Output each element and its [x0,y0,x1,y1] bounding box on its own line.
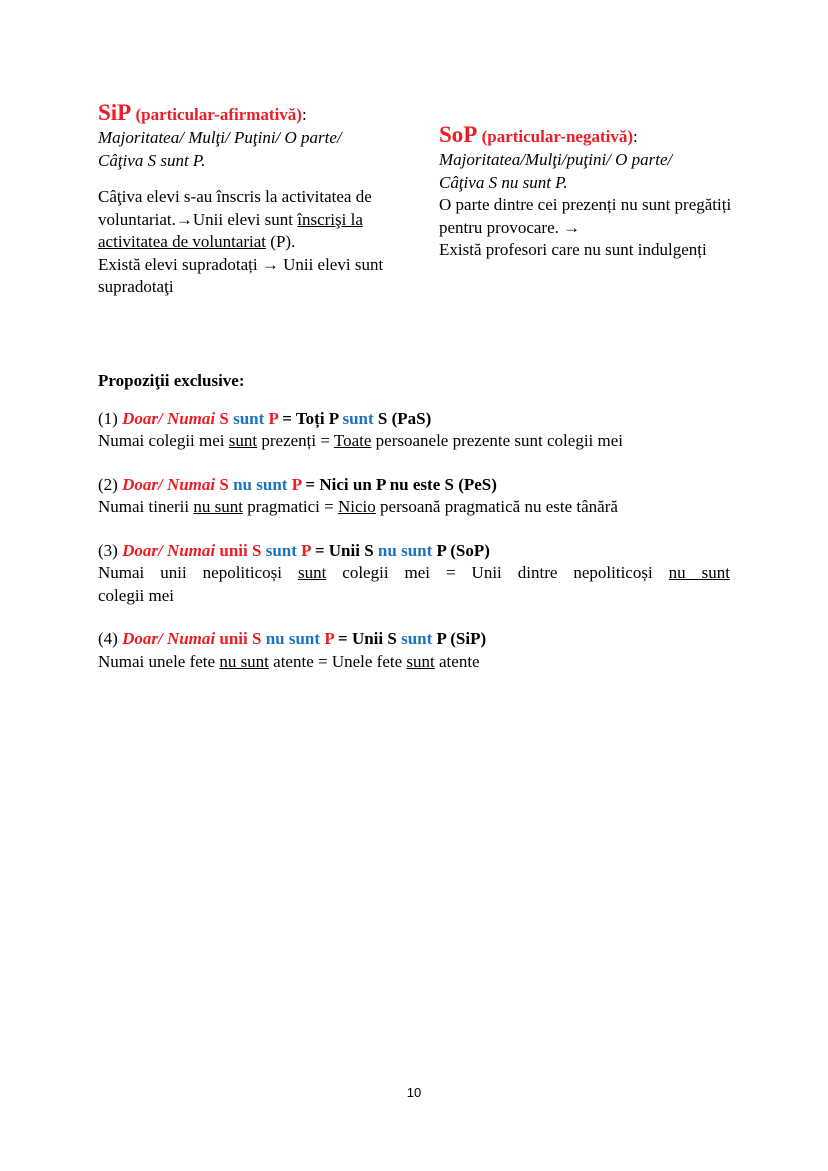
rule-formula [98,474,730,497]
rule-example-underlined: sunt [297,563,327,582]
rule-example [98,651,730,674]
rule-verb: sunt [233,408,265,428]
rule-example-text: Numai colegii mei [98,431,229,450]
rule-example-text: Numai unele fete [98,651,220,671]
sip-definition-line1: Majoritatea/ Mulţi/ Puţini/ O parte/ [98,128,342,147]
sip-colon: : [301,105,307,124]
rule-example-text: Numai unii nepoliticoși [98,563,298,582]
rule-item [98,474,730,519]
page-number: 10 [406,1085,422,1100]
sip-code: SiP [98,100,132,125]
rule-unii: unii [215,629,248,648]
rule-equals: = [301,474,320,494]
rule-number: (2) [98,474,123,494]
rule-formula [98,628,730,651]
rule-result: Unii S [328,540,378,560]
sip-example1-underlined: înscrişi la activitatea de voluntariat [98,209,363,251]
rule-predicate: P [296,540,311,560]
rule-example-text: colegii mei = Unii dintre nepoliticoși [326,563,669,582]
sop-code: SoP [439,122,478,147]
rule-example [98,562,730,585]
rule-doar-numai: Doar/ Numai [122,629,216,648]
rule-example-underlined: Toate [333,431,372,450]
rule-example-text: atente [434,651,480,671]
rule-unii: unii [215,540,248,560]
sop-section [439,122,739,262]
rule-item [98,408,730,453]
rule-example-underlined: nu sunt [193,497,243,516]
sip-section [98,100,398,299]
sop-heading [439,122,739,149]
rule-predicate: P [287,474,302,494]
rule-example [98,430,730,453]
rule-number: (3) [98,540,123,560]
sop-definition-line1: Majoritatea/Mulţi/puţini/ O parte/ [439,150,673,169]
sip-type: (particular-afirmativă) [135,105,302,124]
rule-result: Nici un P nu este S (PeS) [319,474,497,494]
rule-result-verb: sunt [342,408,374,428]
rule-result-verb: nu sunt [377,540,433,560]
rule-example [98,496,730,519]
rule-result-end: P (SoP) [432,540,490,560]
rule-subject: S [215,474,234,494]
rule-negation: nu sunt [265,629,321,648]
rule-example-underlined: nu sunt [668,563,730,582]
rule-result: Unii S [351,629,402,648]
sip-example1-end: (P). [266,232,296,251]
rule-example-text: persoanele prezente sunt colegii mei [371,431,624,450]
sip-example2: Există elevi supradotați → Unii elevi sunt supradotaţi [98,254,384,296]
sip-heading [98,100,398,127]
rule-negation: nu sunt [233,474,288,494]
rules-list [98,408,730,674]
rule-example-text: atente = Unele fete [268,651,407,671]
rule-example-text: persoană pragmatică nu este tânără [375,497,618,516]
rule-verb: sunt [265,540,297,560]
rule-result: Toți P [295,408,343,428]
rule-item [98,628,730,673]
rule-subject: S [247,629,266,648]
rule-doar-numai: Doar/ Numai [122,540,216,560]
rule-example-underlined: nu sunt [219,651,269,671]
rule-example-underlined: Nicio [338,497,376,516]
rule-result-end: P (SiP) [432,629,487,648]
sip-example1 [98,186,398,254]
exclusive-section [98,370,730,694]
sop-type: (particular-negativă) [481,127,633,146]
rule-example-underlined: sunt [406,651,435,671]
rule-example-continued: colegii mei [98,585,175,605]
rule-number: (1) [98,408,123,428]
sip-definition-line2: Câţiva S sunt P. [98,150,206,170]
rule-example-underlined: sunt [228,431,258,450]
rule-example-text: prezenți = [257,431,334,450]
rule-predicate: P [264,408,278,428]
rule-equals: = [277,408,296,428]
sop-colon: : [632,127,638,146]
rule-example-text: pragmatici = [242,497,338,516]
rule-equals: = [310,540,329,560]
rule-subject: S [247,540,266,560]
rule-equals: = [333,629,352,648]
exclusive-title: Propoziţii exclusive: [98,371,245,390]
sop-example2: Există profesori care nu sunt indulgenți [439,240,707,259]
rule-number: (4) [98,629,123,648]
rule-example-text: Numai tinerii [98,497,194,516]
rule-doar-numai: Doar/ Numai [122,408,216,428]
rule-predicate: P [320,629,334,648]
sip-example1-text: Câţiva elevi s-au înscris la activitatea de voluntariat.→Unii elevi sunt [98,187,372,229]
rule-result-verb: sunt [401,629,433,648]
rule-doar-numai: Doar/ Numai [122,474,216,494]
sop-definition-line2: Câţiva S nu sunt P. [439,172,568,192]
rule-subject: S [215,408,234,428]
sop-example1: O parte dintre cei prezenți nu sunt pregătiți pentru provocare. → [439,195,732,237]
rule-formula [98,408,730,431]
rule-formula [98,540,730,563]
rule-item [98,540,730,608]
rule-result-end: S (PaS) [373,408,432,428]
